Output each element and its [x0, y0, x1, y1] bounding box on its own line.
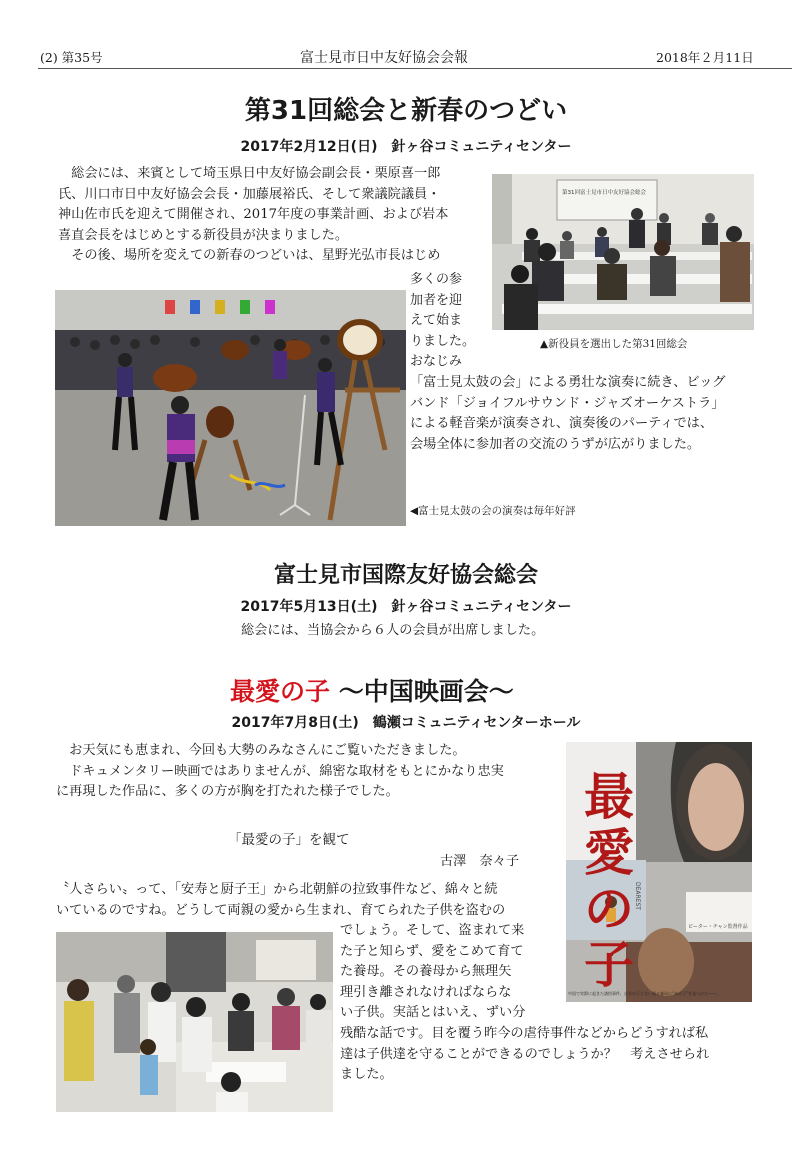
poster-title-2: 愛 [584, 823, 634, 882]
article2-title: 富士見市国際友好協会総会 [273, 563, 538, 588]
review-title: 「最愛の子」を観て [228, 832, 350, 848]
screening-photo [56, 932, 333, 1112]
article3-line: に再現した作品に、多くの方が胸を打たれた様子でした。 [56, 784, 399, 799]
poster-credit: ピーター・チャン監督作品 [688, 924, 748, 930]
article1-line: 多くの参 [410, 272, 463, 287]
movie-poster [566, 742, 752, 1002]
movie-event-label: ～中国映画会～ [330, 677, 514, 706]
article1-line: 喜直会長をはじめとする新役員が決まりました。 [58, 227, 349, 243]
meeting-photo [492, 174, 754, 330]
article1-line: えて始ま [410, 313, 463, 328]
article3-title-text [230, 677, 514, 706]
review-line: た子と知らず、愛をこめて育て [340, 943, 524, 959]
article1-line: 氏、川口市日中友好協会会長・加藤展裕氏、そして衆議院議員・ [58, 186, 441, 202]
article3-subtitle: 2017年7月8日(土) 鶴瀬コミュニティセンターホール [231, 715, 581, 731]
article3-line: ドキュメンタリー映画ではありませんが、綿密な取材をもとにかなり忠実 [56, 763, 504, 779]
review-line: でしょう。そして、盗まれて来 [340, 923, 525, 938]
meeting-photo-caption: ▲新役員を選出した第31回総会 [540, 338, 688, 350]
article1-line: バンド「ジョイフルサウンド・ジャズオーケストラ」 [410, 395, 725, 411]
movie-poster-graphic [566, 742, 752, 1002]
review-author: 古澤 奈々子 [440, 854, 520, 869]
article1-line: 加者を迎 [410, 292, 463, 308]
article1-subtitle: 2017年2月12日(日) 針ヶ谷コミュニティセンター [240, 139, 572, 155]
screening-photo-graphic [56, 932, 333, 1112]
review-full-lines [56, 880, 505, 921]
poster-bottom-text: 中国で実際に起きた誘拐事件、自分の子と言い張る養母に“あの子”を見つけた――。 [568, 991, 721, 996]
review-line: 〝人さらい〟って、「安寿と厨子王」から北朝鮮の拉致事件など、綿々と続 [56, 882, 498, 897]
article1-narrow-text [410, 270, 475, 373]
article1-line: りました。 [410, 333, 476, 349]
poster-title-3: の [584, 879, 634, 938]
review-line: た養母。その養母から無理矢 [340, 964, 512, 980]
article3-title [230, 672, 514, 708]
review-line: い子供。実話とはいえ、ずい分 [340, 1005, 526, 1021]
article1-line: おなじみ [410, 354, 463, 369]
article2-text: 総会には、当協会から６人の会員が出席しました。 [241, 623, 545, 638]
review-line: 達は子供達を守ることができるのでしょうか？ 考えさせられ [340, 1046, 710, 1062]
movie-name: 最愛の子 [230, 677, 331, 706]
article1-wide-text [410, 373, 725, 455]
article3-body [56, 741, 504, 803]
header-rule [38, 68, 792, 69]
newsletter-title: 富士見市日中友好協会会報 [300, 50, 468, 66]
taiko-photo-graphic [55, 290, 406, 526]
article2-subtitle: 2017年5月13日(土) 針ヶ谷コミュニティセンター [240, 599, 572, 615]
article1-line: 「富士見太鼓の会」による勇壮な演奏に続き、ビッグ [410, 375, 726, 390]
issue-date: 2018年２月11日 [656, 50, 754, 65]
article1-line: 会場全体に参加者の交流のうずが広がりました。 [410, 436, 701, 452]
review-narrow-lines [340, 921, 525, 1024]
review-end-lines [340, 1024, 709, 1086]
poster-roman: DEAREST [634, 882, 641, 910]
meeting-photo-graphic [492, 174, 754, 330]
poster-title-1: 最 [584, 767, 634, 826]
review-line: 理引き離されなければならな [340, 984, 512, 1000]
article3-line: お天気にも恵まれ、今回も大勢のみなさんにご覧いただきました。 [56, 743, 466, 758]
taiko-photo [55, 290, 406, 526]
article1-body [58, 164, 448, 267]
article1-line: 総会には、来賓として埼玉県日中友好協会副会長・栗原喜一郎 [58, 166, 441, 181]
review-line: いているのですね。どうして両親の愛から生まれ、育てられた子供を盗むの [56, 902, 506, 918]
review-line: 残酷な話です。目を覆う昨今の虐待事件などからどうすれば私 [340, 1026, 709, 1041]
poster-title-4: 子 [584, 935, 634, 994]
article1-line: 神山佐市氏を迎えて開催され、2017年度の事業計画、および岩本 [58, 207, 449, 222]
article1-line: その後、場所を変えての新春のつどいは、星野光弘市長はじめ [58, 248, 441, 263]
article1-line: による軽音楽が演奏され、演奏後のパーティでは、 [410, 416, 714, 431]
article1-title: 第31回総会と新春のつどい [244, 96, 568, 126]
meeting-banner-text: 第31回富士見市日中友好協会総会 [562, 190, 646, 196]
taiko-photo-caption: ◀富士見太鼓の会の演奏は毎年好評 [410, 505, 576, 517]
review-line: ました。 [340, 1067, 393, 1083]
issue-number: (2) 第35号 [40, 50, 103, 65]
